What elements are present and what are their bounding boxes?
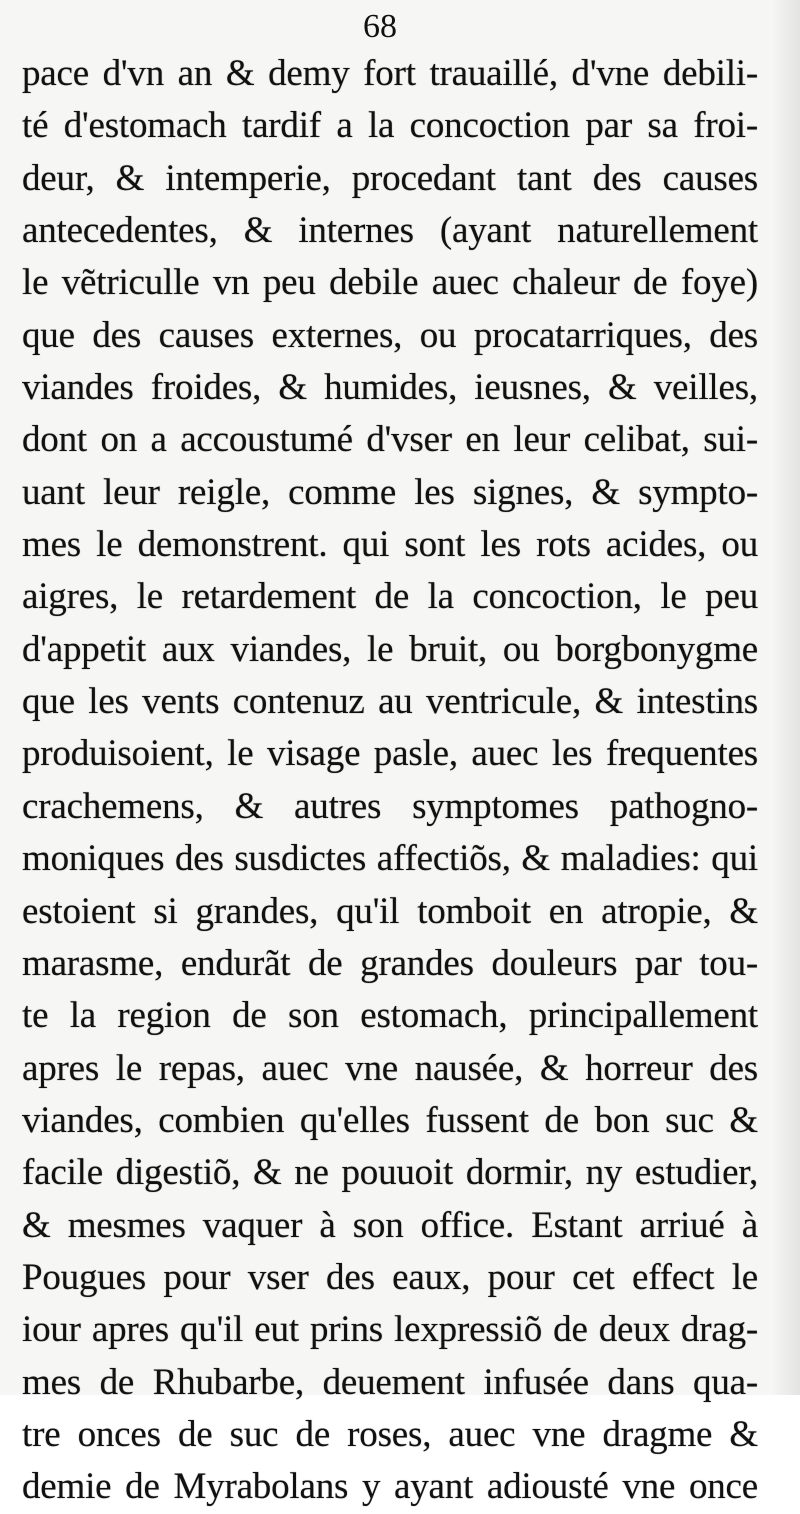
text-line: viandes froides, & humides, ieusnes, & veilles, [22, 367, 758, 409]
text-line: pace d'vn an & demy fort trauaillé, d'vne debili- [22, 53, 758, 94]
text-line: apres le repas, auec vne nausée, & horreur des [22, 1047, 758, 1089]
text-line: crachemens, & autres symptomes pathogno- [22, 785, 758, 827]
text-line: le vẽtriculle vn peu debile auec chaleur de foye) [22, 262, 758, 304]
text-line: Pougues pour vser des eaux, pour cet effect le [22, 1256, 758, 1298]
text-line: antecedentes, & internes (ayant naturellement [22, 210, 758, 252]
text-line: d'appetit aux viandes, le bruit, ou borgbonygme [22, 628, 758, 670]
text-line: mes le demonstrent. qui sont les rots acides, ou [22, 524, 758, 566]
text-line: estoient si grandes, qu'il tomboit en atropie, & [22, 890, 758, 932]
body-text [22, 48, 758, 1514]
text-line: mes de Rhubarbe, deuement infusée dans qua- [22, 1361, 758, 1403]
text-line: viandes, combien qu'elles fussent de bon suc & [22, 1099, 758, 1141]
text-line: uant leur reigle, comme les signes, & sympto- [22, 471, 758, 513]
text-line: produisoient, le visage pasle, auec les frequentes [22, 733, 758, 775]
text-line: que les vents contenuz au ventricule, & intestins [22, 681, 758, 723]
text-line: marasme, endurãt de grandes douleurs par tou- [22, 942, 758, 984]
text-line: demie de Myrabolans y ayant adiousté vne once [22, 1466, 758, 1508]
text-line: dont on a accoustumé d'vser en leur celibat, sui- [22, 419, 758, 461]
text-line: aigres, le retardement de la concoction, le peu [22, 576, 758, 618]
page-edge-shadow [772, 0, 800, 1395]
text-line: & mesmes vaquer à son office. Estant arriué à [22, 1204, 758, 1246]
text-line: iour apres qu'il eut prins lexpressiõ de deux drag- [22, 1309, 758, 1351]
text-line: te la region de son estomach, principallement [22, 995, 758, 1037]
text-line: deur, & intemperie, procedant tant des causes [22, 157, 758, 199]
page-number: 68 [363, 8, 397, 45]
text-line: que des causes externes, ou procatarriques, des [22, 314, 758, 356]
text-line: facile digestiõ, & ne pouuoit dormir, ny estudier, [22, 1152, 758, 1194]
text-line: té d'estomach tardif a la concoction par sa froi- [22, 105, 758, 147]
text-line: tre onces de suc de roses, auec vne dragme & [22, 1413, 758, 1455]
text-line: moniques des susdictes affectiõs, & maladies: qui [22, 838, 758, 880]
